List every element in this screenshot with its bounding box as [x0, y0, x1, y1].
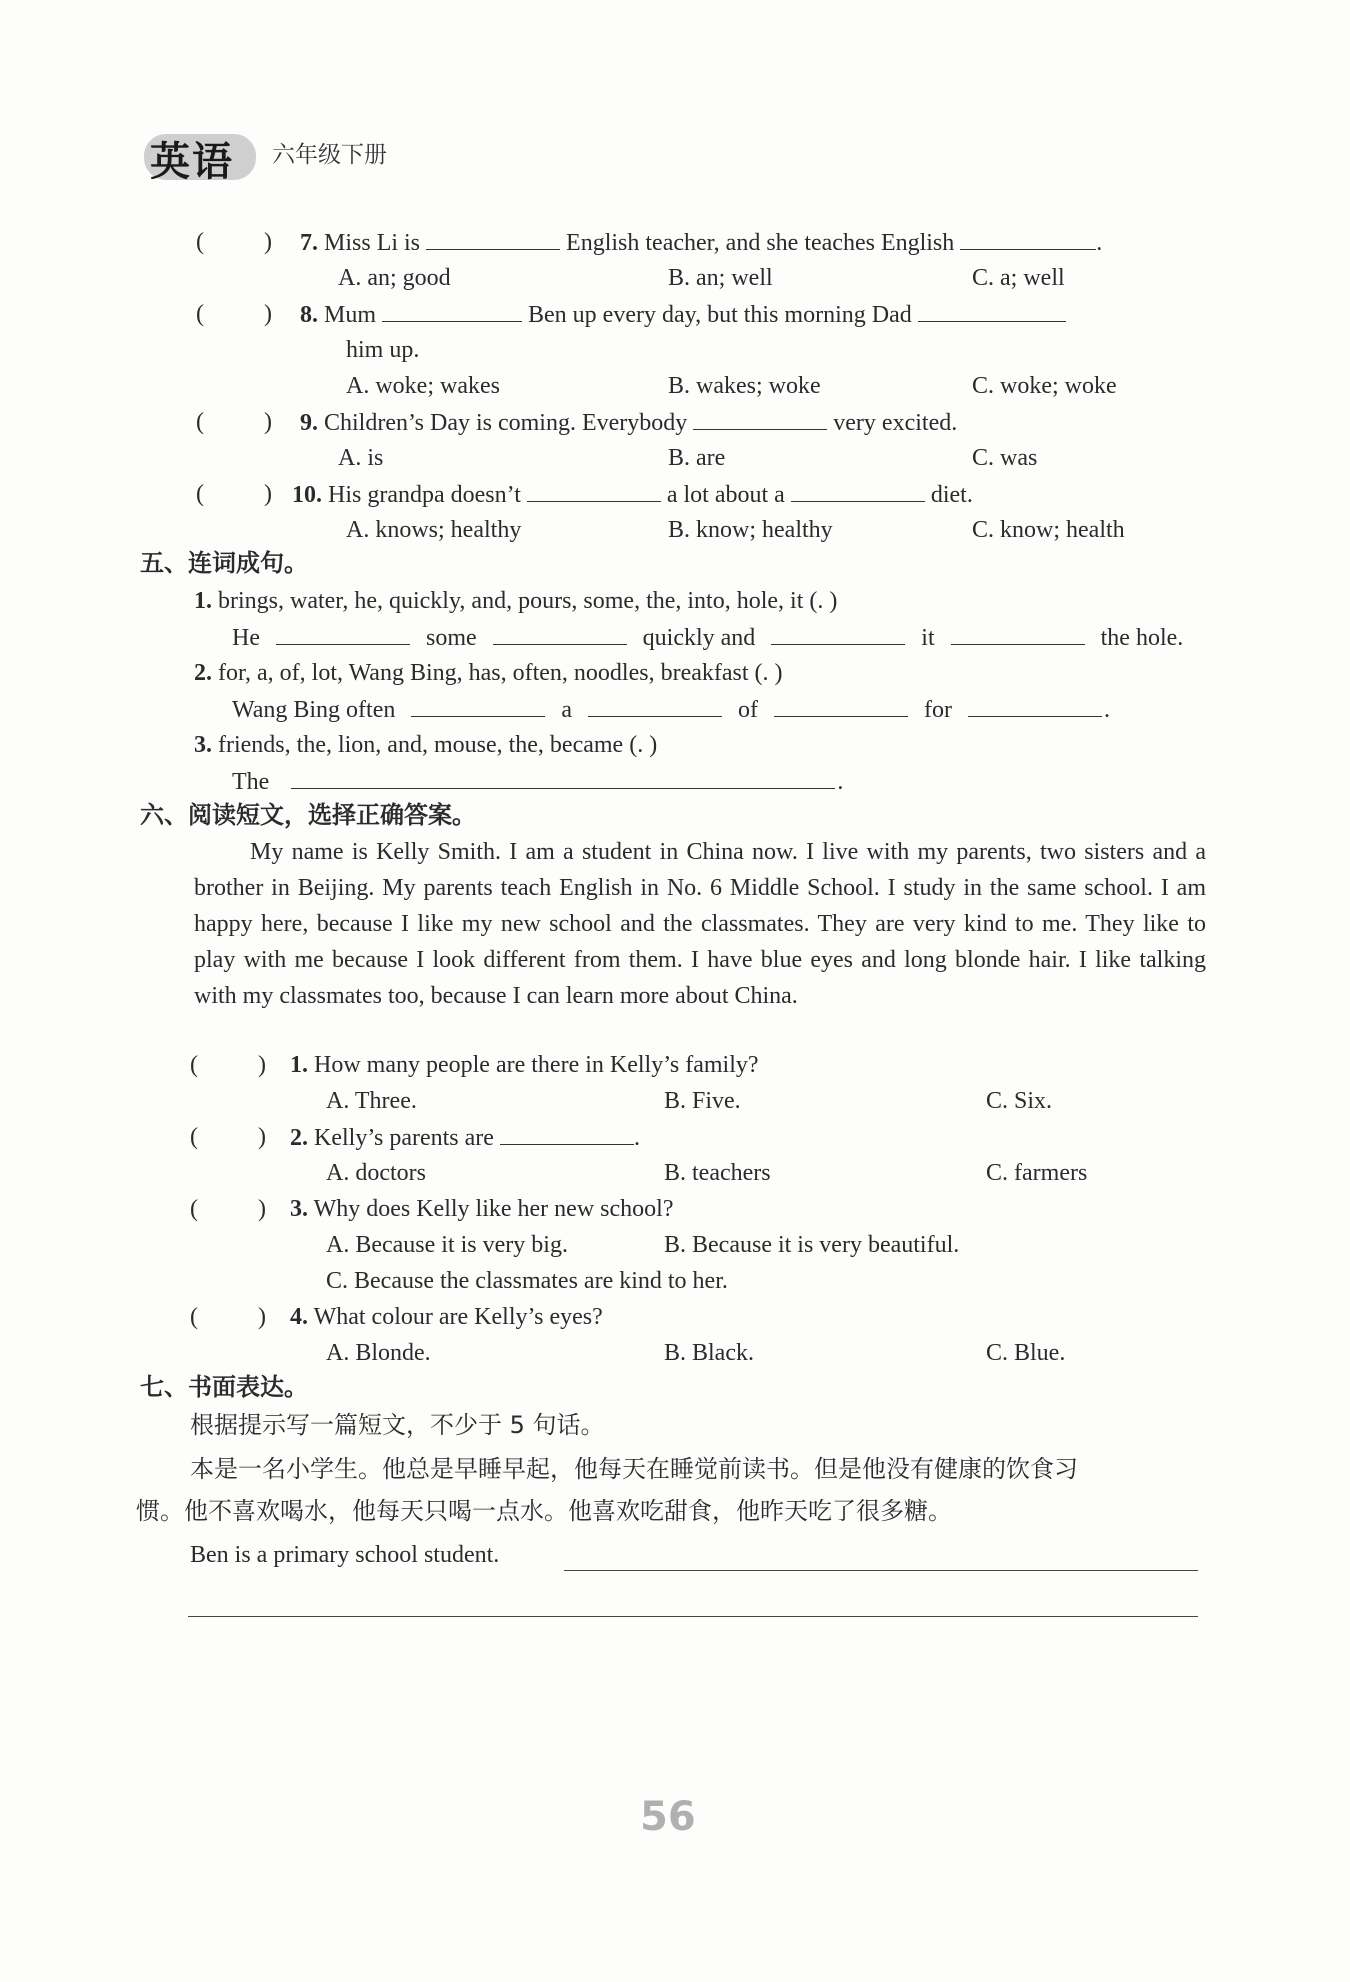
- word-list: friends, the, lion, and, mouse, the, became (. ): [218, 732, 658, 758]
- question-text: How many people are there in Kelly’s family?: [314, 1052, 759, 1078]
- item-number: 3.: [194, 732, 212, 758]
- question-text-continued: him up.: [346, 337, 420, 363]
- answer-blank[interactable]: [382, 299, 522, 322]
- given-word: a: [561, 697, 573, 723]
- writing-prompt-line-2: 惯。他不喜欢喝水，他每天只喝一点水。他喜欢吃甜食，他昨天吃了很多糖。: [136, 1497, 952, 1525]
- option-a: A. knows; healthy: [346, 517, 522, 543]
- option-b: B. an; well: [668, 265, 773, 291]
- reading-question-1: [290, 1050, 759, 1080]
- answer-paren-open: (: [190, 1196, 198, 1222]
- word-list: brings, water, he, quickly, and, pours, some, the, into, hole, it (. ): [218, 588, 838, 614]
- answer-blank[interactable]: [588, 694, 722, 717]
- question-number: 1.: [290, 1052, 308, 1078]
- item-number: 2.: [194, 660, 212, 686]
- given-word: of: [738, 697, 759, 723]
- option-b: B. Because it is very beautiful.: [664, 1232, 960, 1258]
- question-text: What colour are Kelly’s eyes?: [313, 1304, 603, 1330]
- answer-blank[interactable]: [527, 479, 661, 502]
- question-10: [292, 479, 973, 510]
- option-a: A. Blonde.: [326, 1340, 431, 1366]
- option-c: C. woke; woke: [972, 373, 1117, 399]
- question-text: Why does Kelly like her new school?: [313, 1196, 674, 1222]
- period: .: [633, 1125, 640, 1151]
- option-b: B. teachers: [664, 1160, 771, 1186]
- question-text: Ben up every day, but this morning Dad: [528, 302, 912, 328]
- writing-starter: Ben is a primary school student.: [190, 1542, 500, 1568]
- option-c: C. farmers: [986, 1160, 1088, 1186]
- question-7: [300, 227, 1102, 258]
- reorder-3-words: [194, 730, 657, 760]
- option-b: B. Five.: [664, 1088, 741, 1114]
- option-a: A. Three.: [326, 1088, 417, 1114]
- answer-blank[interactable]: [693, 407, 827, 430]
- section-title: 五、连词成句。: [140, 549, 308, 577]
- reorder-3-answer: [232, 766, 843, 797]
- answer-blank[interactable]: [771, 622, 905, 645]
- option-b: B. are: [668, 445, 726, 471]
- word-list: for, a, of, lot, Wang Bing, has, often, noodles, breakfast (. ): [218, 660, 783, 686]
- question-number: 4.: [290, 1304, 308, 1330]
- answer-paren-open: (: [196, 301, 204, 327]
- answer-paren-open: (: [196, 409, 204, 435]
- given-word: for: [924, 697, 953, 723]
- question-number: 8.: [300, 302, 318, 328]
- option-a: A. is: [338, 445, 384, 471]
- option-c: C. Blue.: [986, 1340, 1066, 1366]
- answer-blank[interactable]: [791, 479, 925, 502]
- option-c: C. a; well: [972, 265, 1065, 291]
- page-number: 56: [640, 1794, 696, 1840]
- answer-paren-open: (: [190, 1124, 198, 1150]
- reading-question-4: [290, 1302, 603, 1332]
- answer-paren-open: (: [196, 481, 204, 507]
- answer-paren-close: ): [264, 229, 272, 255]
- answer-blank[interactable]: [774, 694, 908, 717]
- reorder-1-answer: [232, 622, 1183, 653]
- given-word: The: [232, 769, 270, 795]
- question-text: diet.: [930, 482, 973, 508]
- question-9: [300, 407, 957, 438]
- period: .: [837, 769, 844, 795]
- reading-question-3: [290, 1194, 673, 1224]
- answer-paren-close: ): [264, 409, 272, 435]
- answer-blank[interactable]: [411, 694, 545, 717]
- writing-instruction: 根据提示写一篇短文，不少于 5 句话。: [190, 1411, 605, 1439]
- option-c: C. Six.: [986, 1088, 1053, 1114]
- answer-blank[interactable]: [276, 622, 410, 645]
- section-title: 七、书面表达。: [140, 1373, 308, 1401]
- question-text: Kelly’s parents are: [314, 1125, 494, 1151]
- given-word: He: [232, 625, 260, 651]
- given-word: some: [425, 625, 477, 651]
- option-b: B. wakes; woke: [668, 373, 821, 399]
- answer-blank[interactable]: [500, 1122, 634, 1145]
- grade-subtitle: 六年级下册: [272, 141, 387, 168]
- answer-paren-close: ): [258, 1124, 266, 1150]
- section-title: 六、阅读短文，选择正确答案。: [140, 801, 476, 829]
- item-number: 1.: [194, 588, 212, 614]
- given-word: it: [921, 625, 935, 651]
- answer-paren-close: ): [264, 481, 272, 507]
- logo-text: 英语: [150, 139, 234, 185]
- question-text: very excited.: [833, 410, 958, 436]
- answer-blank[interactable]: [968, 694, 1102, 717]
- answer-paren-close: ): [258, 1196, 266, 1222]
- question-text: a lot about a: [666, 482, 785, 508]
- question-text: Mum: [324, 302, 377, 328]
- option-a: A. doctors: [326, 1160, 426, 1186]
- reading-question-2: [290, 1122, 640, 1153]
- question-text: His grandpa doesn’t: [328, 482, 521, 508]
- reorder-2-answer: [232, 694, 1110, 725]
- answer-paren-open: (: [196, 229, 204, 255]
- option-a: A. woke; wakes: [346, 373, 500, 399]
- option-a: A. Because it is very big.: [326, 1232, 568, 1258]
- answer-blank[interactable]: [918, 299, 1066, 322]
- question-number: 2.: [290, 1125, 308, 1151]
- option-a: A. an; good: [338, 265, 451, 291]
- option-b: B. Black.: [664, 1340, 754, 1366]
- question-number: 3.: [290, 1196, 308, 1222]
- answer-blank[interactable]: [951, 622, 1085, 645]
- period: .: [1104, 697, 1111, 723]
- option-b: B. know; healthy: [668, 517, 833, 543]
- reorder-1-words: [194, 586, 837, 616]
- given-word: the hole.: [1100, 625, 1184, 651]
- question-text: Miss Li is: [324, 230, 421, 256]
- question-8: [300, 299, 1066, 330]
- subject-logo: [144, 128, 258, 185]
- given-word: quickly and: [642, 625, 756, 651]
- answer-paren-close: ): [264, 301, 272, 327]
- option-c: C. know; health: [972, 517, 1125, 543]
- answer-blank[interactable]: [291, 766, 835, 789]
- question-text: Children’s Day is coming. Everybody: [324, 410, 688, 436]
- writing-prompt-line-1: 本是一名小学生。他总是早睡早起，他每天在睡觉前读书。但是他没有健康的饮食习: [190, 1455, 1078, 1483]
- answer-blank[interactable]: [960, 227, 1096, 250]
- reorder-2-words: [194, 658, 783, 688]
- option-c: C. was: [972, 445, 1038, 471]
- writing-line[interactable]: [188, 1616, 1198, 1617]
- question-number: 7.: [300, 230, 318, 256]
- given-word: Wang Bing often: [232, 697, 396, 723]
- answer-paren-open: (: [190, 1052, 198, 1078]
- option-c: C. Because the classmates are kind to her.: [326, 1268, 728, 1294]
- writing-line[interactable]: [564, 1570, 1198, 1571]
- answer-blank[interactable]: [426, 227, 560, 250]
- answer-paren-close: ): [258, 1052, 266, 1078]
- reading-passage: My name is Kelly Smith. I am a student in China now. I live with my parents, two sisters and a brother in Beijing. My parents teach English in No. 6 Middle School. I study in the same school. I am happy here, because I like my new school and the classmates. They are very kind to me. They like to play with me because I look different from them. I have blue eyes and long blonde hair. I like talking with my classmates too, because I can learn more about China.: [194, 839, 1206, 1009]
- answer-blank[interactable]: [493, 622, 627, 645]
- question-number: 10.: [292, 482, 322, 508]
- page-header: [144, 128, 387, 185]
- question-text: .: [1096, 230, 1103, 256]
- question-number: 9.: [300, 410, 318, 436]
- question-text: English teacher, and she teaches English: [566, 230, 955, 256]
- answer-paren-open: (: [190, 1304, 198, 1330]
- answer-paren-close: ): [258, 1304, 266, 1330]
